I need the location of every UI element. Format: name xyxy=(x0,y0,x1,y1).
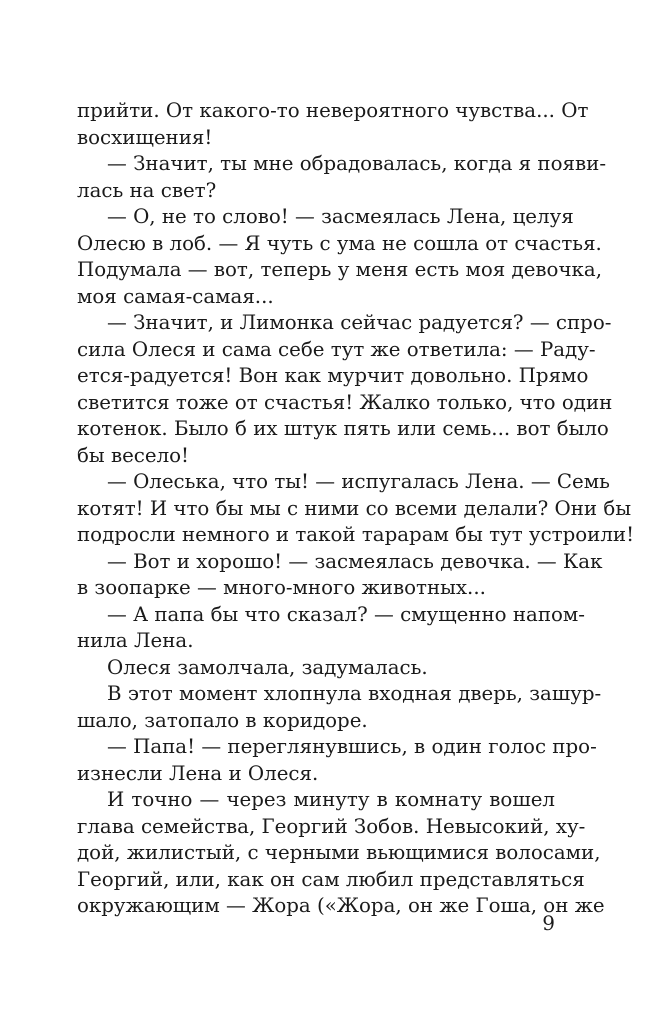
text-line: в зоопарке — много-много животных... xyxy=(77,576,486,599)
body-text xyxy=(77,98,635,920)
text-line: ется-радуется! Вон как мурчит довольно. Прямо xyxy=(77,364,589,387)
text-line: восхищения! xyxy=(77,125,213,149)
text-line: сила Олеся и сама себе тут же ответила: — Раду- xyxy=(77,337,596,361)
text-line: В этот момент хлопнула входная дверь, зашур- xyxy=(107,682,602,705)
text-line: глава семейства, Георгий Зобов. Невысокий, ху- xyxy=(77,814,586,838)
text-line: Олеся замолчала, задумалась. xyxy=(107,655,428,679)
text-line: нила Лена. xyxy=(77,629,194,652)
page-number: 9 xyxy=(542,911,555,935)
text-line: Подумала — вот, теперь у меня есть моя девочка, xyxy=(77,258,602,281)
text-line: лась на свет? xyxy=(77,178,217,202)
text-line: светится тоже от счастья! Жалко только, что один xyxy=(77,390,613,414)
text-line: изнесли Лена и Олеся. xyxy=(77,761,319,785)
text-line: — Значит, и Лимонка сейчас радуется? — спро- xyxy=(107,311,612,334)
text-line: — Папа! — переглянувшись, в один голос про- xyxy=(107,735,597,758)
text-line: прийти. От какого-то невероятного чувства... От xyxy=(77,99,589,122)
text-line: подросли немного и такой тарарам бы тут устроили! xyxy=(77,523,635,546)
text-line: Олесю в лоб. — Я чуть с ума не сошла от счастья. xyxy=(77,231,602,255)
text-line: И точно — через минуту в комнату вошел xyxy=(107,788,555,811)
text-line: Георгий, или, как он сам любил представляться xyxy=(77,867,585,891)
text-line: дой, жилистый, с черными вьющимися волосами, xyxy=(77,841,601,864)
text-line: — Значит, ты мне обрадовалась, когда я появи- xyxy=(107,152,607,175)
text-line: — О, не то слово! — засмеялась Лена, целуя xyxy=(107,205,574,228)
text-line: моя самая-самая... xyxy=(77,284,274,308)
text-line: — Олеська, что ты! — испугалась Лена. — Семь xyxy=(107,470,610,493)
text-line: — А папа бы что сказал? — смущенно напом- xyxy=(107,602,585,626)
text-line: котенок. Было б их штук пять или семь... вот было xyxy=(77,417,609,440)
text-line: — Вот и хорошо! — засмеялась девочка. — Как xyxy=(107,549,603,573)
text-line: шало, затопало в коридоре. xyxy=(77,708,368,732)
text-line: бы весело! xyxy=(77,443,189,467)
text-line: окружающим — Жора («Жора, он же Гоша, он же xyxy=(77,894,605,917)
text-line: котят! И что бы мы с ними со всеми делали? Они бы xyxy=(77,496,632,520)
